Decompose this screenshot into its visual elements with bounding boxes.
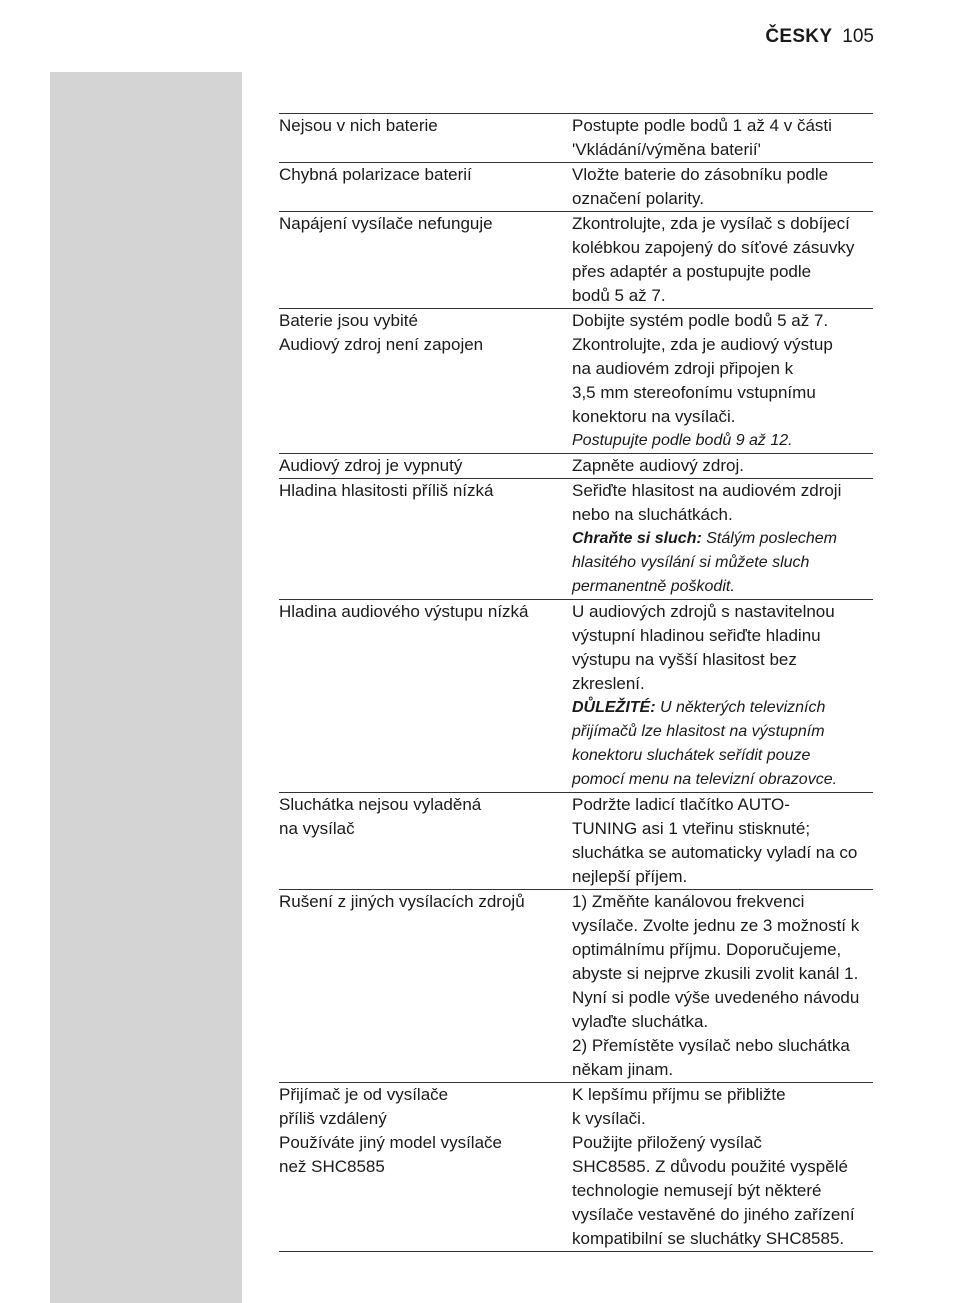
- solution-text: hlasitého vysílání si můžete sluch: [572, 554, 810, 571]
- solution-line: [572, 841, 873, 865]
- solution-line: [572, 1155, 873, 1179]
- problem-cell: [279, 309, 572, 334]
- problem-cell: [279, 890, 572, 1083]
- problem-cell: [279, 212, 572, 309]
- troubleshooting-table: [279, 113, 873, 1252]
- solution-cell: [572, 333, 873, 454]
- solution-text: Použijte přiložený vysílač: [572, 1133, 762, 1152]
- solution-text: permanentně poškodit.: [572, 578, 735, 595]
- solution-cell: [572, 309, 873, 334]
- solution-line: [572, 309, 873, 333]
- solution-line: [572, 890, 873, 914]
- solution-text: Zkontrolujte, zda je vysílač s dobíjecí: [572, 214, 850, 233]
- solution-text: kolébkou zapojený do síťové zásuvky: [572, 238, 855, 257]
- solution-line: [572, 212, 873, 236]
- problem-text: Audiový zdroj je vypnutý: [279, 456, 463, 475]
- solution-line: [572, 163, 873, 187]
- solution-text: optimálnímu příjmu. Doporučujeme,: [572, 940, 842, 959]
- solution-line: [572, 914, 873, 938]
- solution-line: [572, 138, 873, 162]
- solution-line: [572, 527, 873, 551]
- solution-line: [572, 1179, 873, 1203]
- solution-text: K lepšímu příjmu se přibližte: [572, 1085, 786, 1104]
- problem-cell: [279, 333, 572, 454]
- problem-text: Nejsou v nich baterie: [279, 116, 438, 135]
- solution-text: 3,5 mm stereofonímu vstupnímu: [572, 383, 816, 402]
- solution-text: zkreslení.: [572, 674, 645, 693]
- solution-text: výstupní hladinou seřiďte hladinu: [572, 626, 821, 645]
- table-row: [279, 1083, 873, 1132]
- solution-cell: [572, 1083, 873, 1132]
- solution-line: [572, 260, 873, 284]
- solution-line: [572, 744, 873, 768]
- language-label: ČESKY: [765, 26, 833, 47]
- table-row: [279, 479, 873, 600]
- solution-text: Vložte baterie do zásobníku podle: [572, 165, 829, 184]
- solution-line: [572, 479, 873, 503]
- solution-text: Seřiďte hlasitost na audiovém zdroji: [572, 481, 842, 500]
- solution-cell: [572, 1131, 873, 1252]
- solution-line: [572, 817, 873, 841]
- solution-line: [572, 1034, 873, 1058]
- solution-line: [572, 672, 873, 696]
- table-row: [279, 890, 873, 1083]
- table-body: [279, 114, 873, 1252]
- solution-line: [572, 503, 873, 527]
- solution-text: Postupte podle bodů 1 až 4 v části: [572, 116, 832, 135]
- solution-line: [572, 648, 873, 672]
- solution-text: nebo na sluchátkách.: [572, 505, 733, 524]
- problem-text: Sluchátka nejsou vyladěná: [279, 795, 482, 814]
- solution-line: [572, 1010, 873, 1034]
- solution-line: [572, 986, 873, 1010]
- emphasis-label: Chraňte si sluch:: [572, 530, 702, 547]
- solution-text: vylaďte sluchátka.: [572, 1012, 709, 1031]
- problem-cell: [279, 114, 572, 163]
- problem-text: Hladina hlasitosti příliš nízká: [279, 481, 494, 500]
- solution-line: [572, 333, 873, 357]
- solution-line: [572, 768, 873, 792]
- problem-cell: [279, 454, 572, 479]
- solution-line: [572, 575, 873, 599]
- problem-text: příliš vzdálený: [279, 1109, 387, 1128]
- table-row: [279, 114, 873, 163]
- solution-cell: [572, 212, 873, 309]
- problem-text: na vysílač: [279, 819, 355, 838]
- problem-text: Používáte jiný model vysílače: [279, 1133, 502, 1152]
- solution-line: [572, 865, 873, 889]
- problem-text: Rušení z jiných vysílacích zdrojů: [279, 892, 525, 911]
- solution-text: k vysílači.: [572, 1109, 646, 1128]
- solution-line: [572, 1083, 873, 1107]
- solution-text: Zapněte audiový zdroj.: [572, 456, 744, 475]
- page-header: [765, 26, 874, 48]
- solution-text: bodů 5 až 7.: [572, 286, 666, 305]
- solution-text: kompatibilní se sluchátky SHC8585.: [572, 1229, 845, 1248]
- problem-cell: [279, 479, 572, 600]
- solution-line: [572, 429, 873, 453]
- problem-cell: [279, 1083, 572, 1132]
- solution-line: [572, 962, 873, 986]
- table-row: [279, 1131, 873, 1252]
- solution-cell: [572, 163, 873, 212]
- solution-line: [572, 793, 873, 817]
- problem-text: Audiový zdroj není zapojen: [279, 335, 484, 354]
- solution-text: pomocí menu na televizní obrazovce.: [572, 771, 838, 788]
- solution-text: 1) Změňte kanálovou frekvenci: [572, 892, 805, 911]
- solution-text: abyste si nejprve zkusili zvolit kanál 1.: [572, 964, 859, 983]
- solution-cell: [572, 479, 873, 600]
- problem-text: Napájení vysílače nefunguje: [279, 214, 493, 233]
- problem-cell: [279, 600, 572, 793]
- solution-cell: [572, 793, 873, 890]
- table-row: [279, 163, 873, 212]
- emphasis-label: DŮLEŽITÉ:: [572, 699, 656, 716]
- solution-line: [572, 114, 873, 138]
- solution-line: [572, 357, 873, 381]
- solution-cell: [572, 600, 873, 793]
- solution-text: 'Vkládání/výměna baterií': [572, 140, 761, 159]
- table-row: [279, 333, 873, 454]
- solution-text: sluchátka se automaticky vyladí na co: [572, 843, 858, 862]
- page-number: 105: [842, 26, 874, 47]
- solution-text: vysílače vestavěné do jiného zařízení: [572, 1205, 855, 1224]
- problem-text: Přijímač je od vysílače: [279, 1085, 449, 1104]
- solution-line: [572, 454, 873, 478]
- solution-cell: [572, 890, 873, 1083]
- table-row: [279, 454, 873, 479]
- solution-text: 2) Přemístěte vysílač nebo sluchátka: [572, 1036, 850, 1055]
- solution-text: Dobijte systém podle bodů 5 až 7.: [572, 311, 829, 330]
- solution-line: [572, 696, 873, 720]
- solution-line: [572, 405, 873, 429]
- solution-text: Podržte ladicí tlačítko AUTO-: [572, 795, 790, 814]
- solution-line: [572, 1058, 873, 1082]
- solution-text: přijímačů lze hlasitost na výstupním: [572, 723, 825, 740]
- solution-text: U některých televizních: [655, 699, 826, 716]
- solution-text: označení polarity.: [572, 189, 704, 208]
- problem-cell: [279, 1131, 572, 1252]
- table-row: [279, 212, 873, 309]
- solution-text: přes adaptér a postupujte podle: [572, 262, 812, 281]
- solution-line: [572, 1203, 873, 1227]
- solution-text: nejlepší příjem.: [572, 867, 688, 886]
- solution-line: [572, 187, 873, 211]
- solution-line: [572, 236, 873, 260]
- solution-line: [572, 624, 873, 648]
- problem-text: než SHC8585: [279, 1157, 385, 1176]
- table-row: [279, 793, 873, 890]
- solution-text: Stálým poslechem: [701, 530, 837, 547]
- solution-line: [572, 600, 873, 624]
- problem-cell: [279, 793, 572, 890]
- solution-text: U audiových zdrojů s nastavitelnou: [572, 602, 835, 621]
- table-row: [279, 309, 873, 334]
- solution-text: někam jinam.: [572, 1060, 674, 1079]
- solution-text: TUNING asi 1 vteřinu stisknuté;: [572, 819, 811, 838]
- solution-text: na audiovém zdroji připojen k: [572, 359, 794, 378]
- solution-line: [572, 551, 873, 575]
- solution-text: SHC8585. Z důvodu použité vyspělé: [572, 1157, 848, 1176]
- side-margin-band: [50, 72, 242, 1303]
- solution-text: konektoru na vysílači.: [572, 407, 736, 426]
- solution-line: [572, 284, 873, 308]
- problem-text: Baterie jsou vybité: [279, 311, 418, 330]
- solution-text: Nyní si podle výše uvedeného návodu: [572, 988, 860, 1007]
- solution-line: [572, 938, 873, 962]
- solution-cell: [572, 114, 873, 163]
- solution-text: technologie nemusejí být některé: [572, 1181, 822, 1200]
- solution-text: konektoru sluchátek seřídit pouze: [572, 747, 811, 764]
- solution-text: vysílače. Zvolte jednu ze 3 možností k: [572, 916, 860, 935]
- problem-text: Hladina audiového výstupu nízká: [279, 602, 529, 621]
- solution-text: Postupujte podle bodů 9 až 12.: [572, 432, 793, 449]
- solution-line: [572, 381, 873, 405]
- solution-cell: [572, 454, 873, 479]
- problem-text: Chybná polarizace baterií: [279, 165, 472, 184]
- solution-line: [572, 1107, 873, 1131]
- solution-line: [572, 720, 873, 744]
- problem-cell: [279, 163, 572, 212]
- solution-text: výstupu na vyšší hlasitost bez: [572, 650, 797, 669]
- solution-line: [572, 1227, 873, 1251]
- solution-text: Zkontrolujte, zda je audiový výstup: [572, 335, 833, 354]
- solution-line: [572, 1131, 873, 1155]
- table-row: [279, 600, 873, 793]
